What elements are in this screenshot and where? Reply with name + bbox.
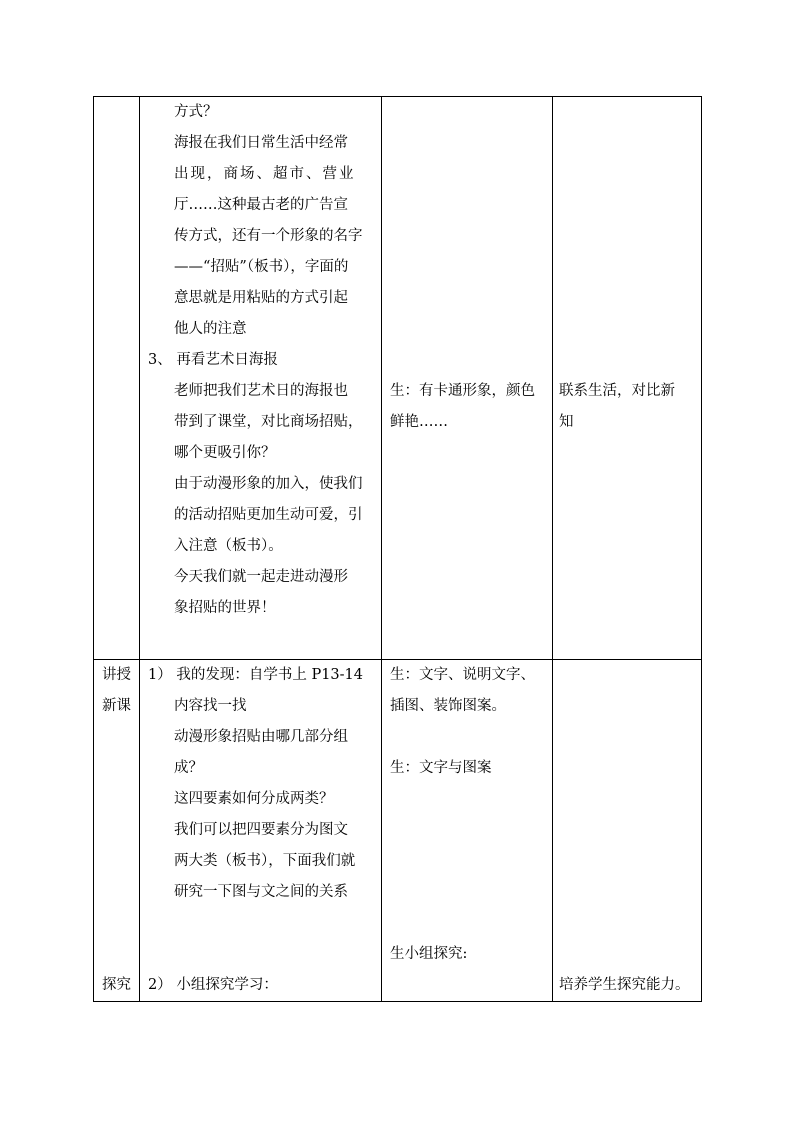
text-line: 意思就是用粘贴的方式引起 — [174, 290, 348, 306]
text-line: 生小组探究: — [390, 946, 468, 962]
design-intent-cell — [553, 660, 702, 1002]
text-line: 内容找一找 — [174, 698, 247, 714]
text-line: 象招贴的世界！ — [174, 600, 276, 616]
text-line: 出现，商场、超市、营业 — [174, 166, 356, 182]
text-line: 老师把我们艺术日的海报也 — [174, 383, 348, 399]
text-line: 两大类（板书），下面我们就 — [174, 853, 356, 869]
student-activity-cell — [382, 660, 553, 1002]
text-line: 我们可以把四要素分为图文 — [174, 822, 348, 838]
teaching-content-cell — [140, 660, 382, 1002]
text-line: 动漫形象招贴由哪几部分组 — [174, 729, 348, 745]
table-row-intro — [94, 97, 702, 660]
text-line: 哪个更吸引你？ — [174, 445, 276, 461]
text-line: 培养学生探究能力。 — [559, 977, 690, 993]
text-line: 由于动漫形象的加入，使我们 — [174, 476, 363, 492]
text-line: 联系生活，对比新 — [559, 383, 675, 399]
design-intent-cell — [553, 97, 702, 660]
text-line: 他人的注意 — [174, 321, 247, 337]
text-line: 的活动招贴更加生动可爱，引 — [174, 507, 363, 523]
text-line: 生：文字与图案 — [390, 760, 492, 776]
text-line: 传方式，还有一个形象的名字 — [174, 228, 363, 244]
student-activity-cell — [382, 97, 553, 660]
text-line: 鲜艳…… — [390, 414, 448, 430]
stage-label: 新课 — [102, 698, 131, 714]
teaching-content-cell — [140, 97, 382, 660]
text-line: 知 — [559, 414, 574, 430]
text-line: 海报在我们日常生活中经常 — [174, 135, 348, 151]
text-line: 这四要素如何分成两类？ — [174, 791, 334, 807]
item-3-label: 3、 再看艺术日海报 — [148, 352, 278, 368]
text-line: 生：文字、说明文字、 — [390, 667, 535, 683]
text-line: 今天我们就一起走进动漫形 — [174, 569, 348, 585]
stage-label: 讲授 — [102, 667, 131, 683]
text-line: 生：有卡通形象，颜色 — [390, 383, 535, 399]
text-line: 成？ — [174, 760, 203, 776]
text-line: 厅……这种最古老的广告宣 — [174, 197, 348, 213]
stage-cell-empty — [94, 97, 140, 660]
item-1-label: 1） 我的发现：自学书上 P13-14 — [148, 667, 363, 683]
text-line: 方式？ — [174, 104, 218, 120]
lesson-plan-table — [93, 96, 702, 1002]
text-line: 研究一下图与文之间的关系 — [174, 884, 348, 900]
text-line: 入注意（板书）。 — [174, 538, 283, 554]
text-line: ——“招贴”（板书），字面的 — [174, 259, 349, 275]
table-row-new-lesson — [94, 660, 702, 1002]
item-2-label: 2） 小组探究学习： — [148, 977, 278, 993]
text-line: 带到了课堂，对比商场招贴， — [174, 414, 363, 430]
stage-label-explore: 探究 — [102, 977, 131, 993]
stage-cell — [94, 660, 140, 1002]
text-line: 插图、装饰图案。 — [390, 698, 506, 714]
